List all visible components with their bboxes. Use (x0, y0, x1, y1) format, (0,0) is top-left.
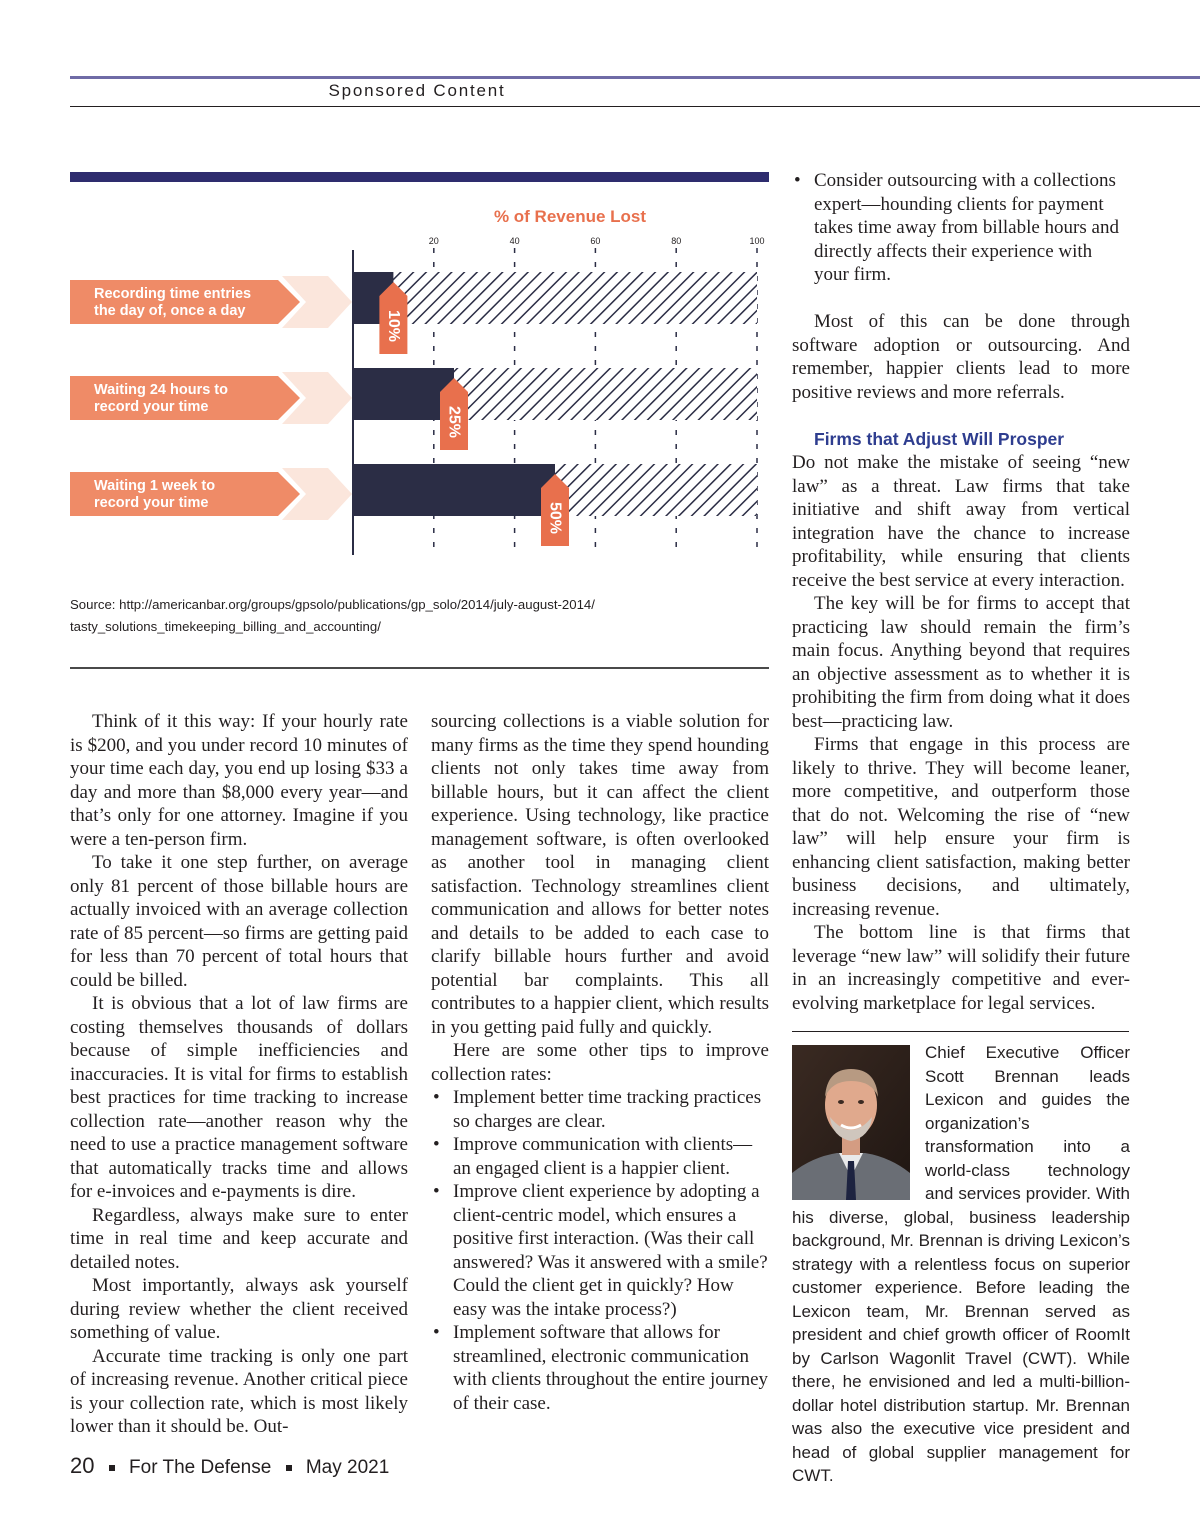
list-item: • Implement software that allows for streamlined, electronic communication with clients throughout the entire journey of their case. (431, 1321, 769, 1415)
list-item: • Improve client experience by adopting a client-centric model, which ensures a positive first interaction. (Was their call answered? Was it answered with a smile? Could the client get in quickly? How easy was the intake process?) (431, 1180, 769, 1321)
paragraph: Accurate time tracking is only one part of increasing revenue. Another critical piece is your collection rate, which is most likely lower than it should be. Out- (70, 1345, 408, 1437)
bar-lost (353, 464, 555, 516)
paragraph: Do not make the mistake of seeing “new law” as a threat. Law firms that take initiative and shift away from vertical integration have the chance to increase profitability, while ensuring that clients receive the best service at every interaction. (792, 452, 1130, 591)
paragraph: Regardless, always make sure to enter time in real time and keep accurate and detailed notes. (70, 1204, 408, 1273)
tips-list-continued (792, 169, 1130, 287)
section-subhead: Firms that Adjust Will Prosper (814, 428, 1065, 449)
list-item: • Implement better time tracking practices so charges are clear. (431, 1086, 769, 1133)
paragraph: It is obvious that a lot of law firms are costing themselves thousands of dollars because of simple inefficiencies and inaccuracies. It is vital for firms to establish best practices for time tracking to increase collection rate—another reason why the need to use a practice management software that automatically tracks time and allows for e-invoices and e-payments is dire. (70, 993, 408, 1202)
category-label: record your time (94, 399, 209, 415)
x-tick-label: 100 (749, 236, 765, 246)
issue-date: May 2021 (305, 1457, 390, 1478)
list-item: • Consider outsourcing with a collections expert—hounding clients for payment takes time away from billable hours and directly affects their experience with your firm. (792, 169, 1130, 287)
paragraph: To take it one step further, on average only 81 percent of those billable hours are actually invoiced with an average collection rate of 85 percent—so firms are getting paid for less than 70 percent of total hours that could be billed. (70, 852, 408, 991)
x-tick-label: 20 (428, 236, 439, 246)
category-label: Waiting 1 week to (94, 478, 216, 494)
paragraph: Firms that engage in this process are likely to thrive. They will become leaner, more competitive, and outperform those that do not. Welcoming the rise of “new law” will help ensure your firm is enhancing client satisfaction, making better business decisions, and ultimately, increasing revenue. (792, 734, 1130, 920)
list-item: • Improve communication with clients—an engaged client is a happier client. (431, 1133, 769, 1180)
x-tick-label: 40 (509, 236, 520, 246)
bio-rule (792, 1031, 1129, 1032)
tips-list (431, 1086, 769, 1415)
figure-top-bar (70, 172, 769, 182)
article-column-2 (431, 710, 769, 1415)
paragraph: sourcing collections is a viable solution for many firms as the time they spend hounding clients not only takes time away from billable hours, but it can affect the client experience. Using technology, like practice management software, is often overlooked as another tool in managing client satisfaction. Technology streamlines client communication and allows for better notes and details to be added to each case to clarify billable hours further and avoid potential bar complaints. This all contributes to a happier client, which results in you getting paid fully and quickly. (431, 711, 769, 1038)
paragraph: Think of it this way: If your hourly rate is $200, and you under record 10 minutes of your time each day, you end up losing $33 a day and more than $8,000 every year—and that’s only for one attorney. Imagine if you were a ten-person firm. (70, 711, 408, 850)
category-label: the day of, once a day (94, 303, 246, 319)
x-tick-label: 60 (590, 236, 601, 246)
figure-source (70, 594, 710, 638)
figure-bottom-rule (70, 667, 769, 669)
header-rule (70, 106, 1200, 107)
revenue-lost-chart (60, 230, 780, 565)
bar-lost (353, 368, 454, 420)
x-tick-label: 80 (671, 236, 682, 246)
paragraph: Here are some other tips to improve collection rates: (431, 1040, 769, 1085)
article-column-1 (70, 710, 408, 1439)
bar-data-label: 10% (384, 309, 402, 343)
section-label: Sponsored Content (328, 81, 506, 100)
top-accent-bar (70, 76, 1200, 79)
bar-remaining (353, 272, 757, 324)
chart-title: % of Revenue Lost (493, 207, 647, 226)
category-label: Waiting 24 hours to (94, 382, 228, 398)
paragraph: Most importantly, always ask yourself during review whether the client received something of value. (70, 1275, 408, 1343)
paragraph: Most of this can be done through software adoption or outsourcing. And remember, happier clients lead to more positive reviews and more referrals. (792, 311, 1130, 403)
bar-data-label: 25% (445, 405, 463, 439)
bio-text: Chief Executive Officer Scott Brennan leads Lexicon and guides the organization’s transformation into a world-class technology and services provider. With his diverse, global, business leadership background, Mr. Brennan is driving Lexicon’s strategy with a relentless focus on superior customer experience. Before leading the Lexicon team, Mr. Brennan served as president and chief growth officer of RoomIt by Carlson Wagonlit Travel (CWT). While there, he envisioned and led a multi-billion-dollar hotel distribution startup. Mr. Brennan was also the executive vice president and head of global supplier management for CWT. (792, 1043, 1130, 1485)
category-label: record your time (94, 495, 209, 511)
article-column-3 (792, 169, 1130, 1015)
page-number: 20 (70, 1453, 95, 1478)
page-footer (70, 1453, 389, 1479)
publication-name: For The Defense (129, 1457, 272, 1478)
bar-data-label: 50% (546, 501, 564, 535)
source-line-1: Source: http://americanbar.org/groups/gpsolo/publications/gp_solo/2014/july-august-2014/ (70, 597, 595, 612)
paragraph: The key will be for firms to accept that practicing law should remain the firm’s main focus. Anything beyond that requires an objective assessment as to whether it is prohibiting the firm from doing what it does best—practicing law. (792, 593, 1130, 732)
footer-separator (286, 1465, 292, 1471)
paragraph: The bottom line is that firms that leverage “new law” will solidify their future in an increasingly competitive and ever-evolving marketplace for legal services. (792, 922, 1130, 1014)
category-label: Recording time entries (94, 286, 252, 302)
footer-separator (109, 1465, 115, 1471)
source-line-2: tasty_solutions_timekeeping_billing_and_accounting/ (70, 619, 381, 634)
author-bio (792, 1041, 1130, 1488)
